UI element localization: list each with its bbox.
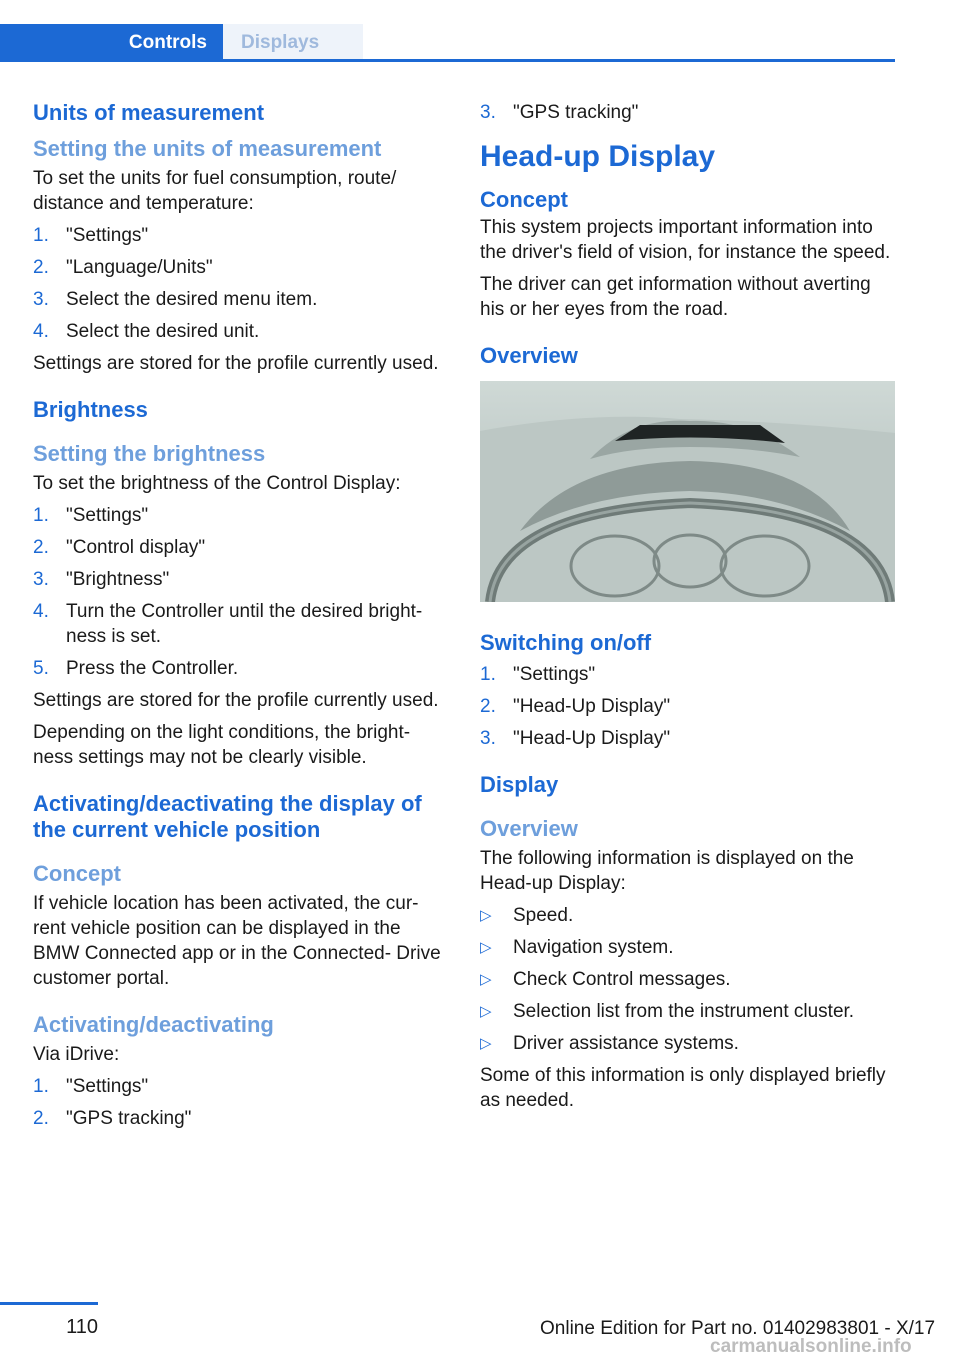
page-number-rule <box>0 1302 98 1305</box>
concept-text-2: The driver can get information without averting his or her eyes from the road. <box>480 274 871 320</box>
display-intro: The following information is displayed on the Head-up Display: <box>480 848 854 894</box>
hud-illustration <box>480 381 895 602</box>
list-item: 4. Select the desired unit. <box>33 321 260 342</box>
concept-text-1: This system projects important information into the driver's field of vision, for instance the speed. <box>480 217 891 263</box>
continued-steps <box>480 100 896 125</box>
list-item: 3. Select the desired menu item. <box>33 289 318 310</box>
section-title-overview: Overview <box>480 343 578 368</box>
edition-note: Online Edition for Part no. 01402983801 - X/17 <box>540 1318 936 1339</box>
tab-controls[interactable]: Controls <box>0 24 223 59</box>
switch-steps <box>480 662 896 751</box>
list-item: ▷ Check Control messages. <box>480 969 731 990</box>
chapter-title-hud: Head-up Display <box>480 140 716 173</box>
section-title-concept: Concept <box>480 187 568 212</box>
section-title-display: Display <box>480 772 559 797</box>
list-item: 3. "GPS tracking" <box>480 102 639 123</box>
list-item: 3. "Brightness" <box>33 569 170 590</box>
triangle-bullet-icon: ▷ <box>480 1003 492 1020</box>
left-column <box>33 100 448 1138</box>
subsection-title-position-concept: Concept <box>33 861 121 886</box>
list-item: 5. Press the Controller. <box>33 658 239 679</box>
right-column <box>480 100 896 1120</box>
triangle-bullet-icon: ▷ <box>480 939 492 956</box>
units-note: Settings are stored for the profile currently used. <box>33 353 439 374</box>
list-item: 2. "Control display" <box>33 537 206 558</box>
units-steps <box>33 223 448 344</box>
dashboard-image <box>480 381 895 602</box>
triangle-bullet-icon: ▷ <box>480 1035 492 1052</box>
brightness-note-2: Depending on the light conditions, the bright‐ ness settings may not be clearly visible. <box>33 722 411 768</box>
tab-displays[interactable]: Displays <box>223 24 363 59</box>
triangle-bullet-icon: ▷ <box>480 971 492 988</box>
subsection-title-units: Setting the units of measurement <box>33 136 382 161</box>
subsection-title-display-overview: Overview <box>480 816 578 841</box>
list-item: 3. "Head-Up Display" <box>480 728 671 749</box>
display-items <box>480 903 896 1056</box>
page-number-block <box>0 1302 98 1338</box>
position-concept-text: If vehicle location has been activated, the cur‐ rent vehicle position can be displayed in the BMW Connected app or in the Connected‐ Drive customer portal. <box>33 893 441 989</box>
list-item: 1. "Settings" <box>33 505 149 526</box>
chapter-tabs <box>0 24 895 62</box>
page-number: 110 <box>66 1316 98 1338</box>
position-steps <box>33 1074 448 1131</box>
section-title-switching: Switching on/off <box>480 630 652 655</box>
list-item: 1. "Settings" <box>33 225 149 246</box>
subsection-title-brightness: Setting the brightness <box>33 441 266 466</box>
brightness-note-1: Settings are stored for the profile currently used. <box>33 690 439 711</box>
list-item: ▷ Selection list from the instrument cluster. <box>480 1001 855 1022</box>
display-note: Some of this information is only displayed briefly as needed. <box>480 1065 886 1111</box>
list-item: 2. "GPS tracking" <box>33 1108 192 1129</box>
list-item: 1. "Settings" <box>33 1076 149 1097</box>
header-rule <box>0 59 895 62</box>
list-item: ▷ Driver assistance systems. <box>480 1033 739 1054</box>
section-title-brightness: Brightness <box>33 397 148 422</box>
list-item: 4. Turn the Controller until the desired bright‐ ness is set. <box>33 601 423 647</box>
brightness-steps <box>33 503 448 681</box>
subsection-title-position-activating: Activating/deactivating <box>33 1012 274 1037</box>
section-title-units: Units of measurement <box>33 100 265 125</box>
watermark: carmanualsonline.info <box>710 1336 912 1357</box>
list-item: ▷ Speed. <box>480 905 574 926</box>
units-intro: To set the units for fuel consumption, route/ distance and temperature: <box>33 168 397 214</box>
brightness-intro: To set the brightness of the Control Display: <box>33 473 401 494</box>
position-act-intro: Via iDrive: <box>33 1044 120 1065</box>
list-item: 2. "Head-Up Display" <box>480 696 671 717</box>
triangle-bullet-icon: ▷ <box>480 907 492 924</box>
section-title-position: Activating/deactivating the display of the current vehicle position <box>33 791 422 842</box>
list-item: 2. "Language/Units" <box>33 257 213 278</box>
list-item: ▷ Navigation system. <box>480 937 674 958</box>
list-item: 1. "Settings" <box>480 664 596 685</box>
